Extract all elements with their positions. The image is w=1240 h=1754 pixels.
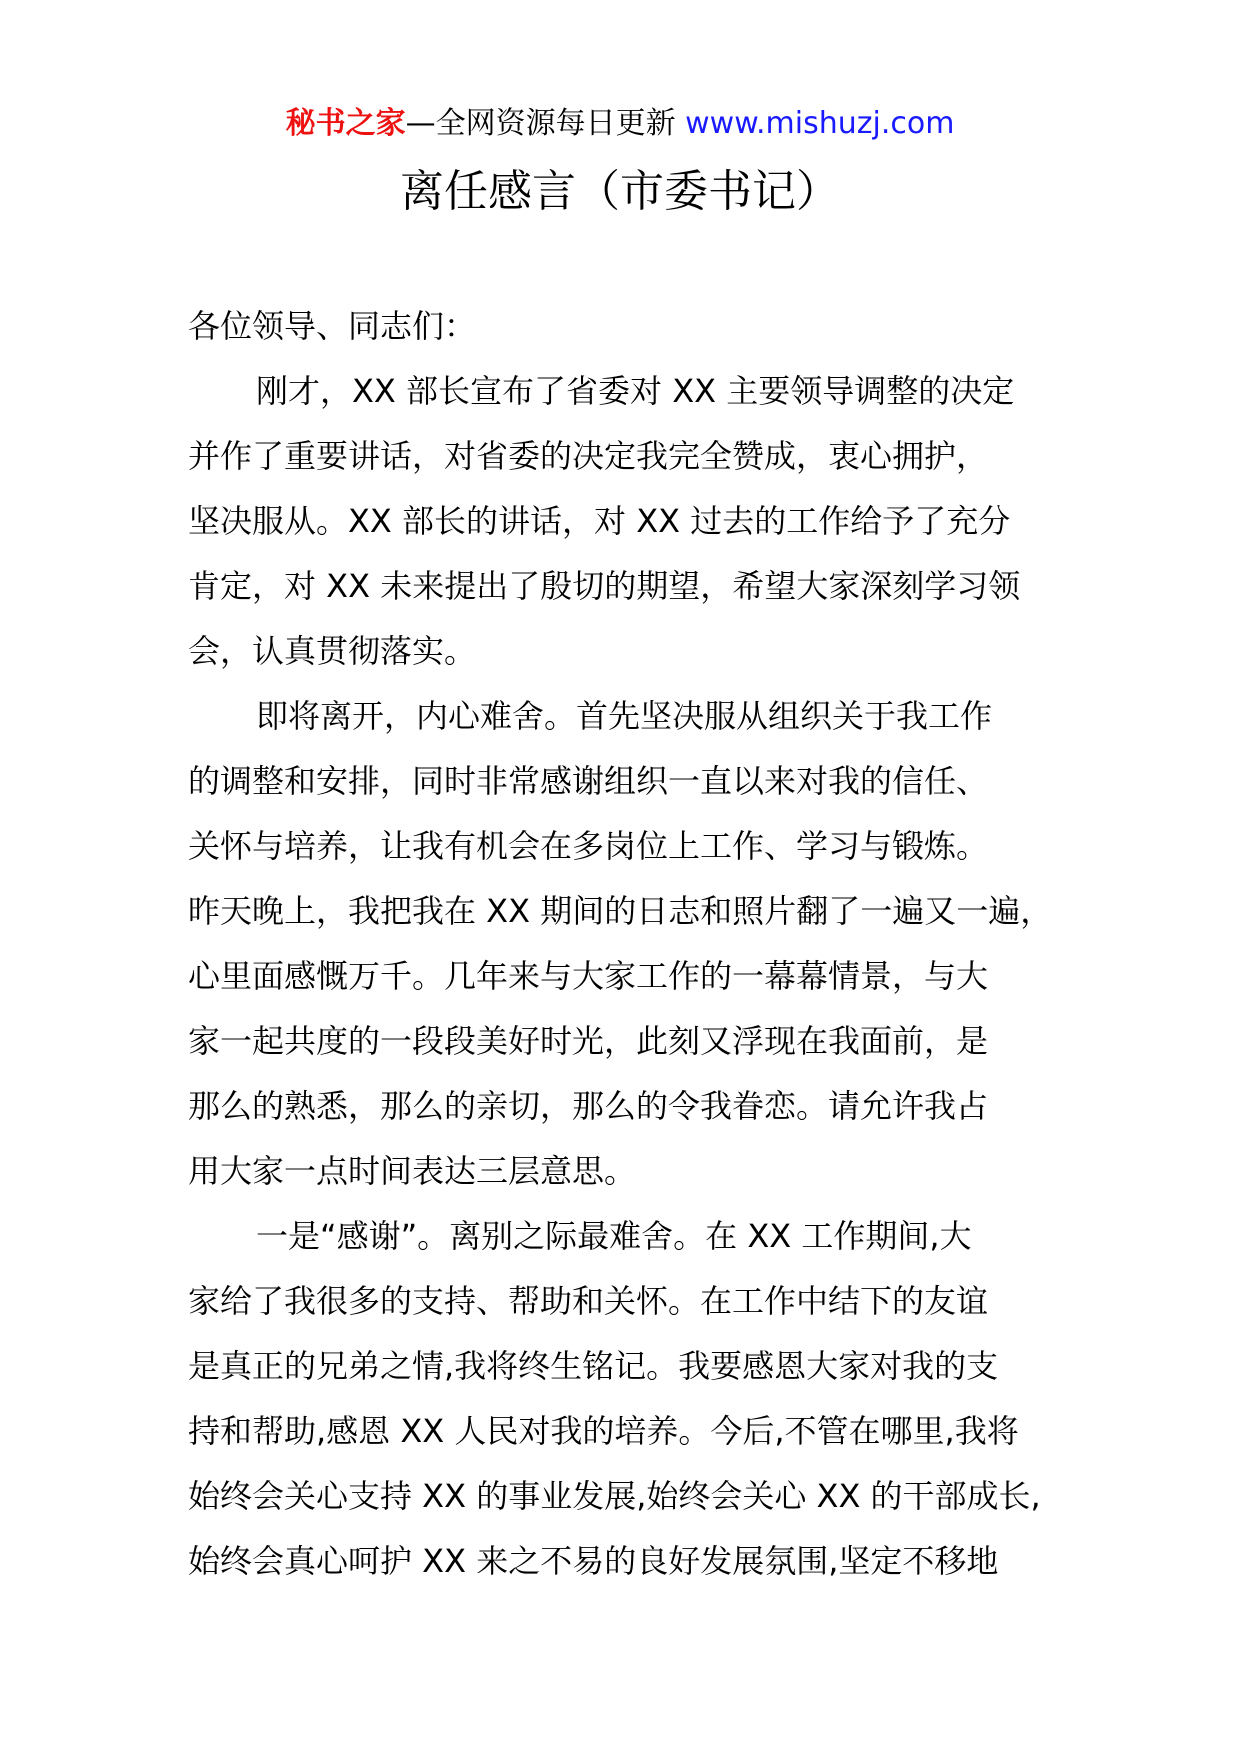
paragraph-line: 那么的熟悉，那么的亲切，那么的令我眷恋。请允许我占 <box>188 1087 989 1125</box>
paragraph-line: 一是“感谢”。离别之际最难舍。在 XX 工作期间,大 <box>256 1217 972 1255</box>
header-banner <box>0 100 1240 148</box>
brand-name: 秘书之家 <box>285 106 406 141</box>
paragraph-line: 关怀与培养，让我有机会在多岗位上工作、学习与锻炼。 <box>188 827 989 865</box>
paragraph-line: 家给了我很多的支持、帮助和关怀。在工作中结下的友谊 <box>188 1282 989 1320</box>
paragraph-line: 的调整和安排，同时非常感谢组织一直以来对我的信任、 <box>188 762 989 800</box>
paragraph-line: 用大家一点时间表达三层意思。 <box>188 1152 637 1190</box>
document-title: 离任感言（市委书记） <box>400 166 840 217</box>
header-tagline: —全网资源每日更新 <box>405 106 686 141</box>
paragraph-line: 会，认真贯彻落实。 <box>188 632 477 670</box>
paragraph-line: 始终会真心呵护 XX 来之不易的良好发展氛围,坚定不移地 <box>188 1542 999 1580</box>
paragraph-line: 始终会关心支持 XX 的事业发展,始终会关心 XX 的干部成长, <box>188 1477 1041 1515</box>
paragraph-line: 即将离开，内心难舍。首先坚决服从组织关于我工作 <box>256 697 993 735</box>
paragraph-line: 持和帮助,感恩 XX 人民对我的培养。今后,不管在哪里,我将 <box>188 1412 1019 1450</box>
paragraph-line: 刚才，XX 部长宣布了省委对 XX 主要领导调整的决定 <box>256 372 1015 410</box>
paragraph-line: 坚决服从。XX 部长的讲话，对 XX 过去的工作给予了充分 <box>188 502 1011 540</box>
paragraph-line: 心里面感慨万千。几年来与大家工作的一幕幕情景，与大 <box>188 957 989 995</box>
paragraph-line: 是真正的兄弟之情,我将终生铭记。我要感恩大家对我的支 <box>188 1347 999 1385</box>
site-url-link[interactable]: www.mishuzj.com <box>685 106 955 141</box>
document-body <box>188 294 1098 1594</box>
paragraph-line: 并作了重要讲话，对省委的决定我完全赞成，衷心拥护， <box>188 437 989 475</box>
paragraph-line: 家一起共度的一段段美好时光，此刻又浮现在我面前，是 <box>188 1022 989 1060</box>
paragraph-line: 肯定，对 XX 未来提出了殷切的期望，希望大家深刻学习领 <box>188 567 1021 605</box>
paragraph-line: 昨天晚上，我把我在 XX 期间的日志和照片翻了一遍又一遍， <box>188 892 1053 930</box>
salutation: 各位领导、同志们： <box>188 307 477 345</box>
